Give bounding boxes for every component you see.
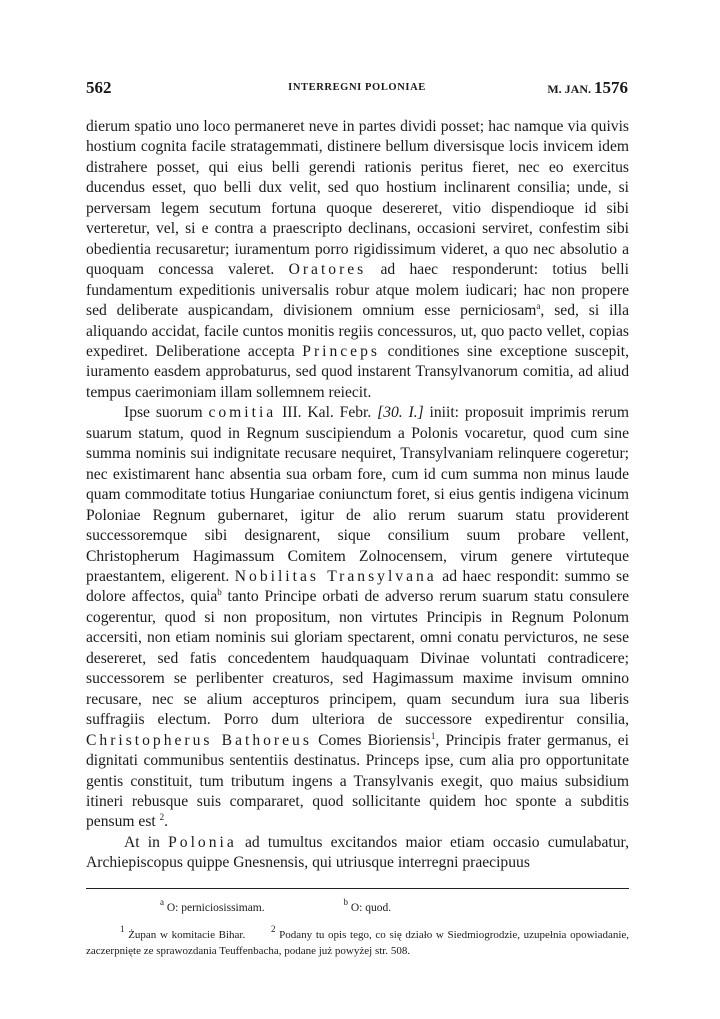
footnote-divider bbox=[86, 888, 629, 889]
text-run: iniit: proposuit imprimis rerum suarum statum, quod in Regnum suscipiendum a Polonis vocaretur, quod cum sine summa nominis sui indignitate recusare nequiret, Transylvaniam relinquere cogeretur; nec existimarent hanc absentia sua orbam fore, cum id cum summa non minus laude quam commoditate totius Hungariae coniunctum foret, si eius gentis indigena vicinum Poloniae Regnum gubernaret, igitur de alio rerum suarum statu providerent successoremque sibi designarent, sique consilium suum probare vellent, Christopherum Hagimassum Comitem Zolnocensem, virum genere virtuteque praestantem, eligerent. bbox=[86, 404, 629, 585]
running-header bbox=[86, 78, 628, 100]
text-run: dierum spatio uno loco permaneret neve in partes dividi posset; hac namque via quivis hostium cognita facile stratagemmati, distinere bellum diversisque locis invicem idem distrahere posset, qui eius belli gerendi rationis peritus fieret, nec eo exercitus ducendus esset, quo belli dux velit, sed quo hostium inclinarent consilia; unde, si perversam legem secutum fortuna quoque desereret, vitio dispendioque id sibi verteretur, vel, si e contra a praescripto declinans, occasioni serviret, confestim sibi obedientia recusaretur; iuramentum porro rigidissimum videret, a quo nec absolutio a quoquam concessa valeret. bbox=[86, 118, 629, 279]
footnote-b bbox=[343, 897, 430, 914]
footnote-ref-1: 1 bbox=[430, 730, 436, 741]
header-year: 1576 bbox=[594, 78, 628, 97]
text-run: . bbox=[164, 813, 169, 831]
footnote-mark-1: 1 bbox=[120, 924, 125, 934]
date-note: [30. I.] bbox=[377, 404, 424, 422]
footnote-ref-2: 2 bbox=[159, 812, 165, 823]
numbered-footnotes bbox=[86, 924, 630, 959]
footnote-mark-a: a bbox=[160, 897, 164, 907]
text-run: At in bbox=[124, 833, 160, 851]
spaced-word-comitia: comitia bbox=[208, 404, 277, 422]
footnote-2-text: Podany tu opis tego, co się działo w Siedmiogrodzie, uzupełnia opowiadanie, zaczerpnięte ze sprawozdania Teuffenbacha, podane już powyżej str. 508. bbox=[86, 929, 630, 957]
footnote-ref-a: a bbox=[536, 301, 541, 312]
paragraph-3 bbox=[86, 833, 629, 874]
footnote-a bbox=[160, 897, 303, 914]
paragraph-2 bbox=[86, 403, 629, 833]
text-run: conditiones sine exceptione suscepit, iuramento easdem approbaturus, sed quod instarent Transylvanorum comitia, ad aliud tempus caerimoniam illam sollemnem reiecit. bbox=[86, 342, 629, 401]
page-number: 562 bbox=[86, 78, 112, 97]
text-run: tanto Principe orbati de adverso rerum suarum statu consulere cogerentur, quod si non propositum, non virtutes Principis in Regnum Polonum accersiti, non etiam nominis sui gloriam spectarent, omni conatu pervicturos, ne sese desereret, sed fatis concedentem haudquaquam Divinae voluntati contradicere; successorem se perlibenter creaturos, sed Hagimassum maxime invisum omnino recusare, nec se alium accepturos principem, quam secundum iura sua liberis suffragiis electum. Porro dum ulteriora de successore expedirentur consilia, bbox=[86, 588, 629, 729]
text-run: Ipse suorum bbox=[124, 404, 203, 422]
main-text bbox=[86, 117, 629, 874]
footnote-a-text: O: perniciosissimam. bbox=[166, 902, 265, 914]
header-date bbox=[547, 78, 628, 98]
textual-footnotes bbox=[160, 897, 467, 914]
text-run: Comes Bioriensis bbox=[318, 731, 431, 749]
text-run: ad haec responderunt: totius belli fundamentum expeditionis universalis robur atque molem iudicari; hac non propere sed deliberate auspicandam, divisionem omnium esse perniciosam bbox=[86, 261, 629, 320]
spaced-name-polonia: Polonia bbox=[168, 833, 237, 851]
text-run: ad tumultus excitandos maior etiam occasio cumulabatur, Archiepiscopus quippe Gnesnensis, qui utriusque interregni praecipuus bbox=[86, 833, 629, 872]
spaced-name-nobilitas: Nobilitas Transylvana bbox=[234, 567, 437, 585]
header-date-prefix: M. JAN. bbox=[547, 82, 591, 96]
text-run: , sed, si illa aliquando accidat, facile cuntos monitis regiis concessuros, ut, quo pacto vellet, copias expediret. Deliberatione accepta bbox=[86, 302, 629, 360]
footnote-mark-2: 2 bbox=[270, 924, 276, 934]
text-run: ad haec respondit: summo se dolore affectos, quia bbox=[86, 567, 629, 606]
paragraph-1 bbox=[86, 117, 629, 403]
footnote-b-text: O: quod. bbox=[350, 902, 392, 914]
footnote-mark-b: b bbox=[343, 897, 348, 907]
text-run: III. Kal. Febr. bbox=[282, 404, 372, 422]
spaced-name-princeps: Princeps bbox=[302, 342, 380, 360]
running-title: INTERREGNI POLONIAE bbox=[288, 82, 426, 93]
footnote-1-text: Żupan w komitacie Bihar. bbox=[128, 929, 246, 941]
footnote-1-and-2 bbox=[86, 924, 630, 959]
spaced-name-christopherus: Christopherus Bathoreus bbox=[86, 731, 312, 749]
footnote-ref-b: b bbox=[217, 587, 222, 598]
spaced-name-oratores: Oratores bbox=[288, 261, 367, 279]
text-run: , Principis frater germanus, ei dignitati communibus sententiis destinatus. Princeps ipse, cum alia pro opportunitate gentis constituit, tum tributum ingens a Transylvanis exegit, quo maius subsidium itineri rebusque suis compararet, quod sollicitante quidem hoc sponte a subditis pensum est bbox=[86, 731, 630, 831]
